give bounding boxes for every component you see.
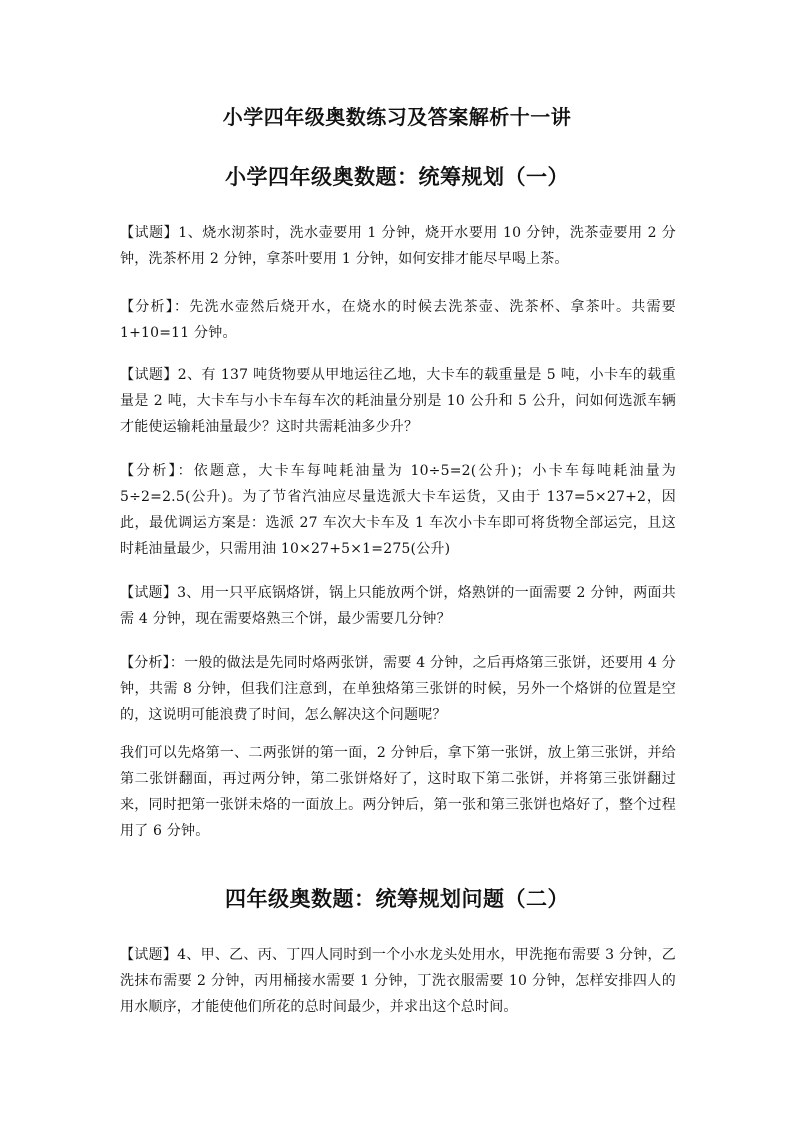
problem-4	[120, 942, 676, 1020]
document-title: 小学四年级奥数练习及答案解析十一讲	[222, 105, 572, 129]
problem-text: 2、有 137 吨货物要从甲地运往乙地，大卡车的载重量是 5 吨，小卡车的载重量是 2 吨，大卡车与小卡车每车次的耗油量分别是 10 公升和 5 公升，问如何选派车辆才能使运输耗油量最少？这时共需耗油多少升？	[120, 367, 676, 435]
problem-tag: 【试题】	[120, 947, 178, 963]
problem-tag: 【试题】	[120, 585, 178, 601]
problem-3	[120, 580, 676, 632]
analysis-tag: 【分析】	[120, 655, 170, 671]
problem-2	[120, 362, 676, 440]
problem-tag: 【试题】	[120, 225, 179, 241]
paragraph-text: 我们可以先烙第一、二两张饼的第一面，2 分钟后，拿下第一张饼，放上第三张饼，并给第二张饼翻面，再过两分钟，第二张饼烙好了，这时取下第二张饼，并将第三张饼翻过来，同时把第一张饼未烙的一面放上。两分钟后，第一张和第三张饼也烙好了，整个过程用了 6 分钟。	[120, 745, 676, 839]
problem-text: 4、甲、乙、丙、丁四人同时到一个小水龙头处用水，甲洗拖布需要 3 分钟，乙洗抹布需要 2 分钟，丙用桶接水需要 1 分钟，丁洗衣服需要 10 分钟，怎样安排四人的用水顺序，才能使他们所花的总时间最少，并求出这个总时间。	[120, 947, 676, 1015]
problem-text: 3、用一只平底锅烙饼，锅上只能放两个饼，烙熟饼的一面需要 2 分钟，两面共需 4 分钟，现在需要烙熟三个饼，最少需要几分钟？	[120, 585, 676, 627]
section-title-2: 四年级奥数题：统筹规划问题（二）	[225, 886, 569, 911]
analysis-text: ：先洗水壶然后烧开水，在烧水的时候去洗茶壶、洗茶杯、拿茶叶。共需要 1+10=11 分钟。	[120, 299, 676, 341]
section-title-1: 小学四年级奥数题：统筹规划（一）	[225, 164, 569, 189]
analysis-3-continued	[120, 740, 676, 844]
analysis-tag: 【分析】	[120, 463, 178, 479]
analysis-text: ：依题意，大卡车每吨耗油量为 10÷5=2(公升)；小卡车每吨耗油量为 5÷2=2.5(公升)。为了节省汽油应尽量选派大卡车运货，又由于 137=5×27+2，因此，最优调运方案是：选派 27 车次大卡车及 1 车次小卡车即可将货物全部运完，且这时耗油量最少，只需用油 10×27+5×1=275(公升)	[120, 463, 676, 557]
analysis-text: ：一般的做法是先同时烙两张饼，需要 4 分钟，之后再烙第三张饼，还要用 4 分钟，共需 8 分钟，但我们注意到，在单独烙第三张饼的时候，另外一个烙饼的位置是空的，这说明可能浪费了时间，怎么解决这个问题呢？	[120, 655, 676, 723]
problem-text: 1、烧水沏茶时，洗水壶要用 1 分钟，烧开水要用 10 分钟，洗茶壶要用 2 分钟，洗茶杯用 2 分钟，拿茶叶要用 1 分钟，如何安排才能尽早喝上茶。	[120, 225, 676, 267]
analysis-1	[120, 294, 676, 346]
analysis-tag: 【分析】	[120, 299, 174, 315]
problem-tag: 【试题】	[120, 367, 178, 383]
analysis-2	[120, 458, 676, 562]
analysis-3	[120, 650, 676, 728]
problem-1	[120, 220, 676, 272]
